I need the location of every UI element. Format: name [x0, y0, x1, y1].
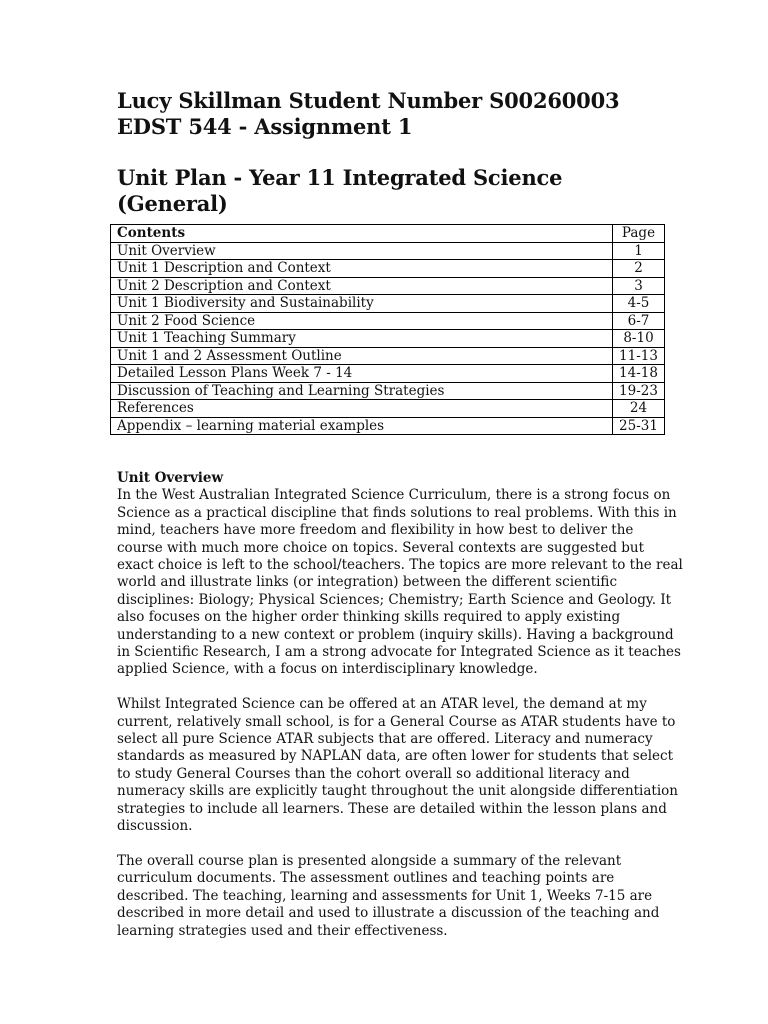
contents-row-label: Unit 2 Description and Context [111, 277, 613, 295]
contents-row-label: References [111, 400, 613, 418]
contents-row-label: Unit 1 Biodiversity and Sustainability [111, 295, 613, 313]
contents-row [111, 242, 665, 260]
contents-row-page: 6-7 [613, 312, 665, 330]
contents-row-label: Detailed Lesson Plans Week 7 - 14 [111, 365, 613, 383]
contents-row-page: 1 [613, 242, 665, 260]
contents-column-header: Contents [111, 225, 613, 243]
contents-row [111, 382, 665, 400]
page-column-header: Page [613, 225, 665, 243]
contents-row-page: 2 [613, 260, 665, 278]
overview-paragraph-2: Whilst Integrated Science can be offered at an ATAR level, the demand at my current, relatively small school, is for a General Course as ATAR students have to select all pure Science ATAR subjects that are offered. Literacy and numeracy standards as measured by NAPLAN data, are often lower for students that select to study General Courses than the cohort overall so additional literacy and numeracy skills are explicitly taught throughout the unit alongside differentiation strategies to include all learners. These are detailed within the lesson plans and discussion. [117, 696, 678, 835]
contents-header-row [111, 225, 665, 243]
contents-row-label: Unit 1 and 2 Assessment Outline [111, 347, 613, 365]
contents-row [111, 295, 665, 313]
contents-row-label: Unit 2 Food Science [111, 312, 613, 330]
author-line: Lucy Skillman Student Number S00260003 [117, 88, 620, 113]
contents-row-label: Appendix – learning material examples [111, 417, 613, 435]
contents-row-page: 8-10 [613, 330, 665, 348]
contents-row-page: 14-18 [613, 365, 665, 383]
contents-row [111, 312, 665, 330]
contents-table [110, 224, 665, 435]
contents-row-page: 24 [613, 400, 665, 418]
contents-row [111, 330, 665, 348]
contents-row-page: 11-13 [613, 347, 665, 365]
contents-row [111, 400, 665, 418]
contents-row [111, 417, 665, 435]
contents-row-label: Unit Overview [111, 242, 613, 260]
contents-row-page: 3 [613, 277, 665, 295]
overview-paragraph-3: The overall course plan is presented alongside a summary of the relevant curriculum documents. The assessment outlines and teaching points are described. The teaching, learning and assessments for Unit 1, Weeks 7-15 are described in more detail and used to illustrate a discussion of the teaching and learning strategies used and their effectiveness. [117, 852, 660, 939]
document-header [117, 88, 677, 217]
contents-row-label: Unit 1 Description and Context [111, 260, 613, 278]
assignment-line: EDST 544 - Assignment 1 [117, 114, 413, 139]
contents-row [111, 365, 665, 383]
contents-row-page: 25-31 [613, 417, 665, 435]
contents-row-label: Unit 1 Teaching Summary [111, 330, 613, 348]
contents-row [111, 347, 665, 365]
contents-row-page: 19-23 [613, 382, 665, 400]
contents-row [111, 277, 665, 295]
contents-row [111, 260, 665, 278]
overview-paragraph-1: In the West Australian Integrated Science Curriculum, there is a strong focus on Science as a practical discipline that finds solutions to real problems. With this in mind, teachers have more freedom and flexibility in how best to deliver the course with much more choice on topics. Several contexts are suggested but exact choice is left to the school/teachers. The topics are more relevant to the real world and illustrate links (or integration) between the different scientific disciplines: Biology; Physical Sciences; Chemistry; Earth Science and Geology. It also focuses on the higher order thinking skills required to apply existing understanding to a new context or problem (inquiry skills). Having a background in Scientific Research, I am a strong advocate for Integrated Science as it teaches applied Science, with a focus on interdisciplinary knowledge. [117, 487, 683, 678]
document-title: Unit Plan - Year 11 Integrated Science (General) [117, 165, 563, 216]
contents-row-page: 4-5 [613, 295, 665, 313]
unit-overview-section [117, 470, 683, 940]
section-heading: Unit Overview [117, 470, 224, 486]
contents-row-label: Discussion of Teaching and Learning Strategies [111, 382, 613, 400]
